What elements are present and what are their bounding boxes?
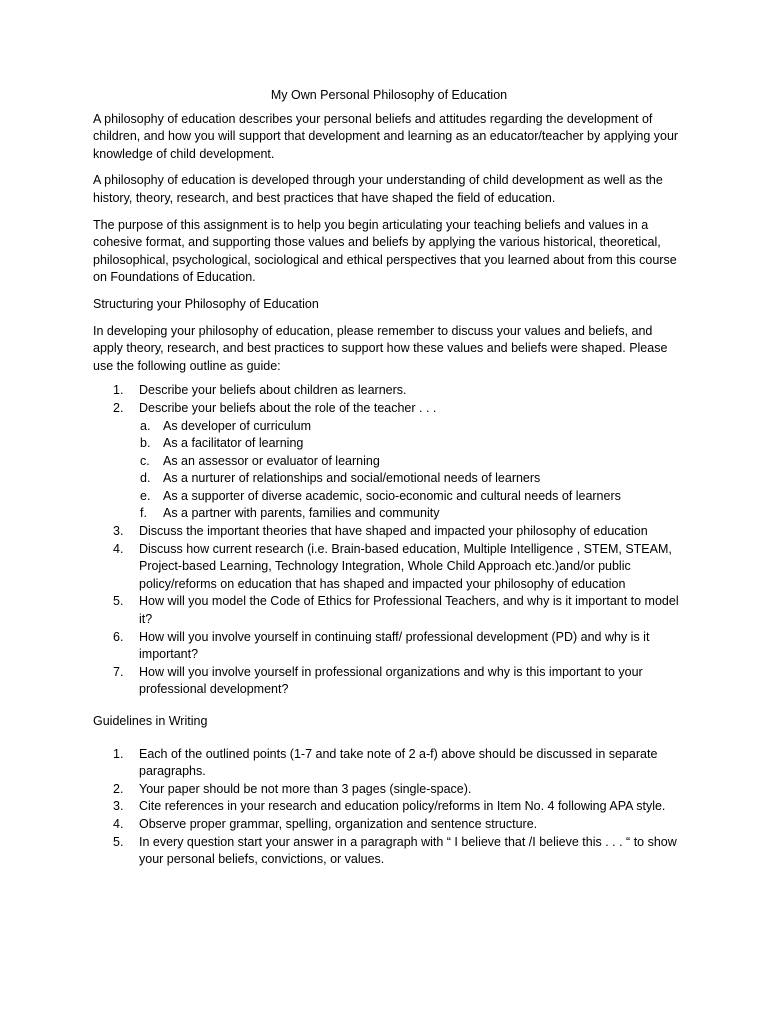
guideline-item [93,746,685,781]
teacher-role-text: As a nurturer of relationships and social/emotional needs of learners [163,471,541,486]
guideline-text: In every question start your answer in a paragraph with “ I believe that /I believe this . . . “ to show your personal beliefs, convictions, or values. [139,834,677,867]
intro-paragraph-1: A philosophy of education describes your personal beliefs and attitudes regarding the development of children, and how you will support that development and learning as an educator/teacher by applying your knowledge of child development. [93,111,679,161]
guideline-item [93,781,685,799]
teacher-role-item [93,505,685,523]
guideline-item [93,834,685,869]
teacher-role-letter: a. [140,418,151,433]
outline-item-text: Discuss how current research (i.e. Brain-based education, Multiple Intelligence , STEM, STEAM, Project-based Learning, Technology Integration, Whole Child Approach etc.)and/or public policy/reforms on education that has shaped and impacted your philosophy of education [139,541,672,591]
outline-item [93,593,685,628]
teacher-role-text: As a facilitator of learning [163,436,304,451]
guidelines-heading: Guidelines in Writing [93,714,208,728]
guideline-number: 3. [113,799,124,814]
teacher-role-text: As a partner with parents, families and community [163,506,440,521]
guideline-number: 1. [113,746,124,761]
outline-item-text: Describe your beliefs about the role of the teacher . . . [139,400,437,415]
guideline-text: Each of the outlined points (1-7 and take note of 2 a-f) above should be discussed in separate paragraphs. [139,746,658,779]
guideline-text: Cite references in your research and education policy/reforms in Item No. 4 following APA style. [139,799,666,814]
document-page [93,87,685,869]
teacher-role-letter: c. [140,453,150,468]
teacher-role-item [93,435,685,453]
outline-item [93,629,685,664]
intro-paragraph-3: The purpose of this assignment is to help you begin articulating your teaching beliefs and values in a cohesive format, and supporting those values and beliefs by applying the various historical, theoretical, philosophical, psychological, sociological and ethical perspectives that you learned about from this course on Foundations of Education. [93,217,677,285]
structuring-heading: Structuring your Philosophy of Education [93,296,319,311]
intro-paragraph-2: A philosophy of education is developed through your understanding of child development as well as the history, theory, research, and best practices that have shaped the field of education. [93,173,663,205]
teacher-role-text: As a supporter of diverse academic, socio-economic and cultural needs of learners [163,488,621,503]
outline-item-text: Describe your beliefs about children as learners. [139,383,407,398]
guideline-number: 4. [113,816,124,831]
teacher-role-item [93,488,685,506]
outline-item-number: 4. [113,541,124,556]
outline-item-text: Discuss the important theories that have shaped and impacted your philosophy of education [139,524,648,539]
teacher-role-text: As an assessor or evaluator of learning [163,453,380,468]
outline-item-text: How will you involve yourself in continuing staff/ professional development (PD) and why is it important? [139,629,650,662]
outline-item-number: 3. [113,524,124,539]
structuring-paragraph: In developing your philosophy of education, please remember to discuss your values and beliefs, and apply theory, research, and best practices to support how these values and beliefs were shaped. Please use the following outline as guide: [93,323,668,373]
outline-item-number: 2. [113,400,124,415]
outline-item-number: 5. [113,594,124,609]
teacher-role-text: As developer of curriculum [163,418,311,433]
outline-item [93,541,685,594]
guideline-text: Observe proper grammar, spelling, organization and sentence structure. [139,816,538,831]
outline-item [93,400,685,418]
guideline-item [93,798,685,816]
teacher-role-letter: b. [140,436,151,451]
teacher-role-letter: d. [140,471,151,486]
guideline-number: 2. [113,781,124,796]
outline-item-number: 6. [113,629,124,644]
guideline-text: Your paper should be not more than 3 pages (single-space). [139,781,472,796]
outline-item [93,664,685,699]
teacher-role-item [93,453,685,471]
guideline-item [93,816,685,834]
teacher-role-item [93,470,685,488]
document-title: My Own Personal Philosophy of Education [270,88,508,102]
guideline-number: 5. [113,834,124,849]
outline-item-number: 7. [113,664,124,679]
outline-item-text: How will you involve yourself in professional organizations and why is this important to your professional development? [139,664,643,697]
outline-item-number: 1. [113,383,124,398]
teacher-role-letter: f. [140,506,147,521]
outline-list [93,382,685,699]
guidelines-list [93,746,685,869]
outline-item [93,382,685,400]
teacher-role-item [93,418,685,436]
outline-item [93,523,685,541]
outline-item-text: How will you model the Code of Ethics for Professional Teachers, and why is it important to model it? [139,594,679,627]
teacher-role-letter: e. [140,488,151,503]
